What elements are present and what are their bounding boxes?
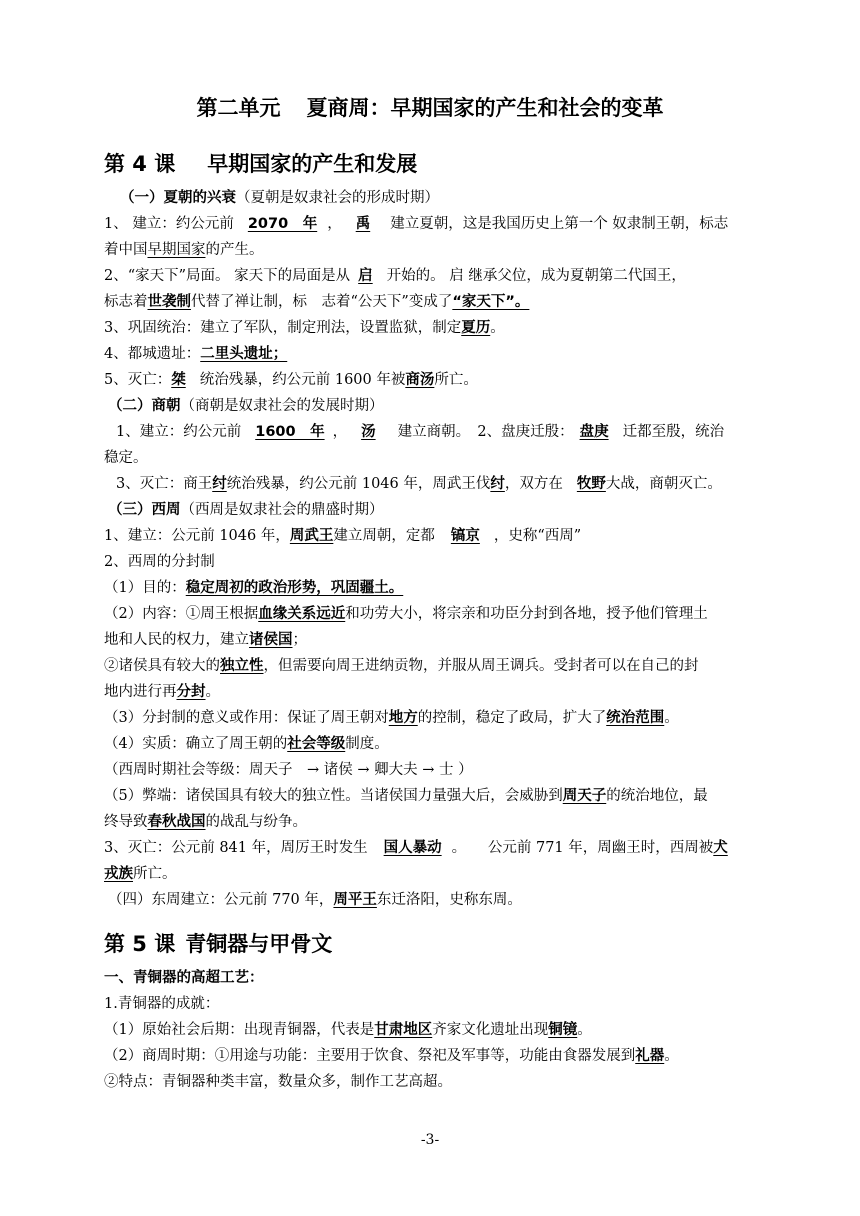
text-line: 2、“家天下”局面。 家天下的局面是从 启 开始的。 启 继承父位，成为夏朝第二代国王， [104, 268, 686, 284]
text-line: 2、西周的分封制 [104, 554, 215, 570]
text-line: （1）原始社会后期：出现青铜器，代表是甘肃地区齐家文化遗址出现铜镜。 [104, 1022, 592, 1038]
text-line: 着中国早期国家的产生。 [104, 242, 264, 258]
text-line: 3、灭亡：商王纣统治残暴，约公元前 1046 年，周武王伐纣，双方在 牧野大战，商朝灭亡。 [116, 476, 722, 492]
text-line: 1、 建立：约公元前 2070 年 ， 禹 建立夏朝，这是我国历史上第一个 奴隶制王朝，标志 [104, 216, 729, 232]
text-line: 地和人民的权力，建立诸侯国； [104, 632, 307, 648]
text-line: ②诸侯具有较大的独立性，但需要向周王进纳贡物，并服从周王调兵。受封者可以在自己的封 [104, 658, 699, 674]
text-line: 1、建立：约公元前 1600 年 ， 汤 建立商朝。 2、盘庚迁殷： 盘庚 迁都至殷，统治 [116, 424, 725, 440]
text-line: 1、建立：公元前 1046 年，周武王建立周朝，定都 镐京 ，史称“西周” [104, 528, 582, 544]
text-line: 3、灭亡：公元前 841 年，周厉王时发生 国人暴动 。 公元前 771 年，周幽王时，西周被犬 [104, 840, 728, 856]
text-line: 终导致春秋战国的战乱与纷争。 [104, 814, 307, 830]
text-line: 1.青铜器的成就： [104, 996, 220, 1012]
bronze-section-heading: 一、青铜器的高超工艺： [104, 970, 264, 986]
text-line: 戎族所亡。 [104, 866, 177, 882]
text-line: 地内进行再分封。 [104, 684, 220, 700]
text-line: 4、都城遗址：二里头遗址； [104, 346, 288, 362]
text-line: （四）东周建立：公元前 770 年，周平王东迁洛阳，史称东周。 [108, 892, 522, 908]
lesson-4-heading: 第 4 课 早期国家的产生和发展 [104, 152, 418, 176]
text-line: （4）实质：确立了周王朝的社会等级制度。 [104, 736, 389, 752]
text-line: 5、灭亡：桀 统治残暴，约公元前 1600 年被商汤所亡。 [104, 372, 478, 388]
text-line: ②特点：青铜器种类丰富，数量众多，制作工艺高超。 [104, 1074, 452, 1090]
text-line: （5）弊端：诸侯国具有较大的独立性。当诸侯国力量强大后，会威胁到周天子的统治地位，最 [104, 788, 708, 804]
text-line: （1）目的：稳定周初的政治形势，巩固疆土。 [104, 580, 404, 596]
text-line: （2）内容：①周王根据血缘关系远近和功劳大小，将宗亲和功臣分封到各地，授予他们管理土 [104, 606, 708, 622]
section-xia-heading: （一）夏朝的兴衰（夏朝是奴隶社会的形成时期） [120, 190, 439, 206]
section-xizhou-heading: （三）西周（西周是奴隶社会的鼎盛时期） [108, 502, 384, 518]
page-number: -3- [420, 1132, 440, 1148]
text-line: 标志着世袭制代替了禅让制，标 志着“公天下”变成了“家天下”。 [104, 294, 530, 310]
text-line: （3）分封制的意义或作用：保证了周王朝对地方的控制，稳定了政局，扩大了统治范围。 [104, 710, 679, 726]
lesson-5-heading: 第 5 课 青铜器与甲骨文 [104, 932, 333, 956]
unit-title: 第二单元 夏商周：早期国家的产生和社会的变革 [196, 96, 664, 120]
text-line: （2）商周时期：①用途与功能：主要用于饮食、祭祀及军事等，功能由食器发展到礼器。 [104, 1048, 679, 1064]
text-line: 3、巩固统治：建立了军队，制定刑法，设置监狱，制定夏历。 [104, 320, 505, 336]
section-shang-heading: （二）商朝（商朝是奴隶社会的发展时期） [108, 398, 384, 414]
text-line: 稳定。 [104, 450, 148, 466]
text-line: （西周时期社会等级：周天子 → 诸侯 → 卿大夫 → 士 ） [104, 762, 473, 778]
